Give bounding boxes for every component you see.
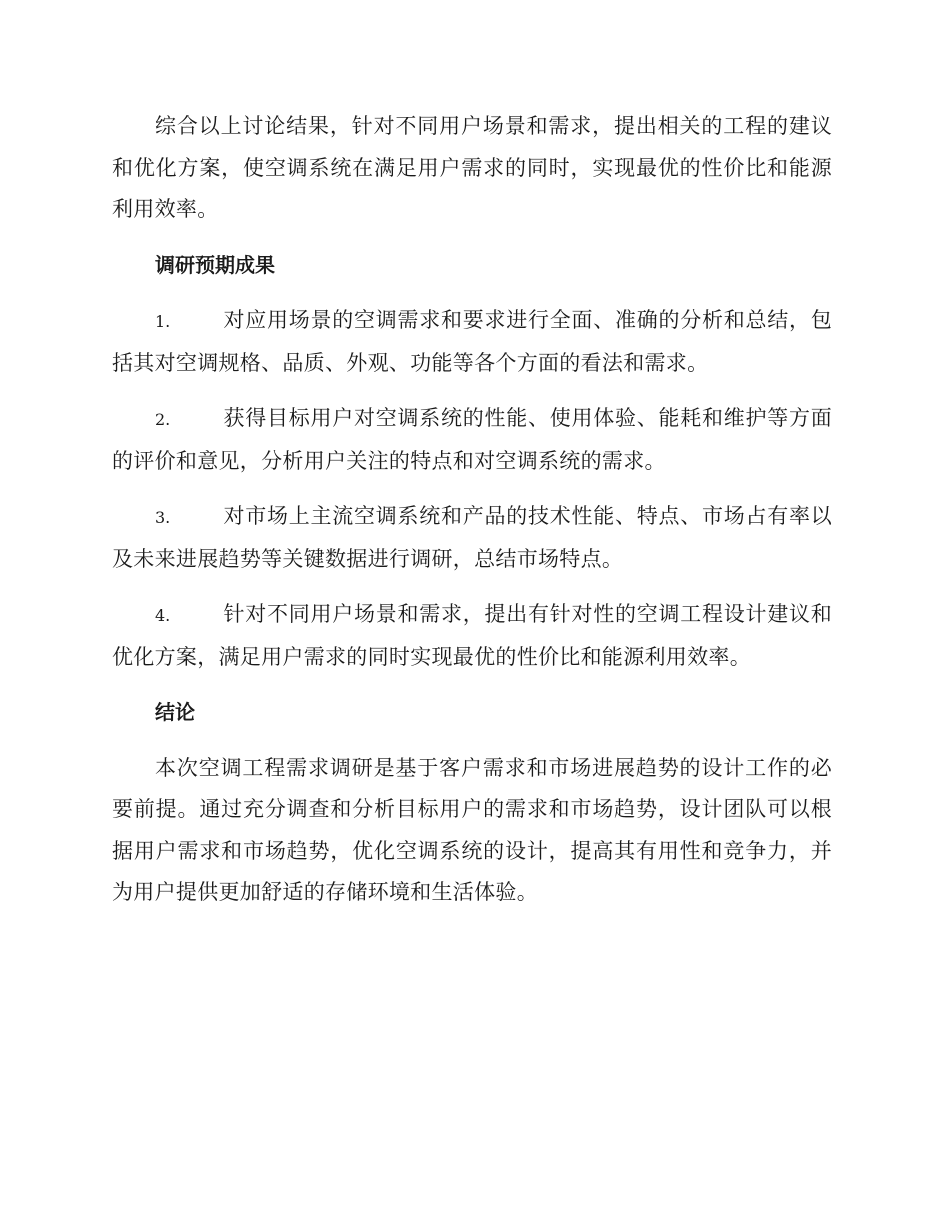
intro-paragraph: 综合以上讨论结果，针对不同用户场景和需求，提出相关的工程的建议和优化方案，使空调系统在满足用户需求的同时，实现最优的性价比和能源利用效率。 [112,114,832,221]
list-item-text: 对市场上主流空调系统和产品的技术性能、特点、市场占有率以及未来进展趋势等关键数据进行调研，总结市场特点。 [112,504,832,571]
document-page [112,106,832,914]
list-item-number: 1. [155,312,171,331]
conclusion-paragraph: 本次空调工程需求调研是基于客户需求和市场进展趋势的设计工作的必要前提。通过充分调查和分析目标用户的需求和市场趋势，设计团队可以根据用户需求和市场趋势，优化空调系统的设计，提高其有用性和竞争力，并为用户提供更加舒适的存储环境和生活体验。 [112,755,832,904]
list-item [112,496,832,580]
section-heading-expected-results: 调研预期成果 [155,252,275,277]
list-item-number: 3. [155,508,171,527]
list-item-number: 4. [155,606,171,625]
section-heading-conclusion: 结论 [155,700,195,724]
list-item [112,594,832,678]
list-item-number: 2. [155,410,171,429]
list-item [112,398,832,482]
list-item-text: 获得目标用户对空调系统的性能、使用体验、能耗和维护等方面的评价和意见，分析用户关注的特点和对空调系统的需求。 [112,406,832,473]
list-item-text: 对应用场景的空调需求和要求进行全面、准确的分析和总结，包括其对空调规格、品质、外观、功能等各个方面的看法和需求。 [112,308,832,375]
list-item-text: 针对不同用户场景和需求，提出有针对性的空调工程设计建议和优化方案，满足用户需求的同时实现最优的性价比和能源利用效率。 [112,602,832,669]
list-item [112,300,832,384]
